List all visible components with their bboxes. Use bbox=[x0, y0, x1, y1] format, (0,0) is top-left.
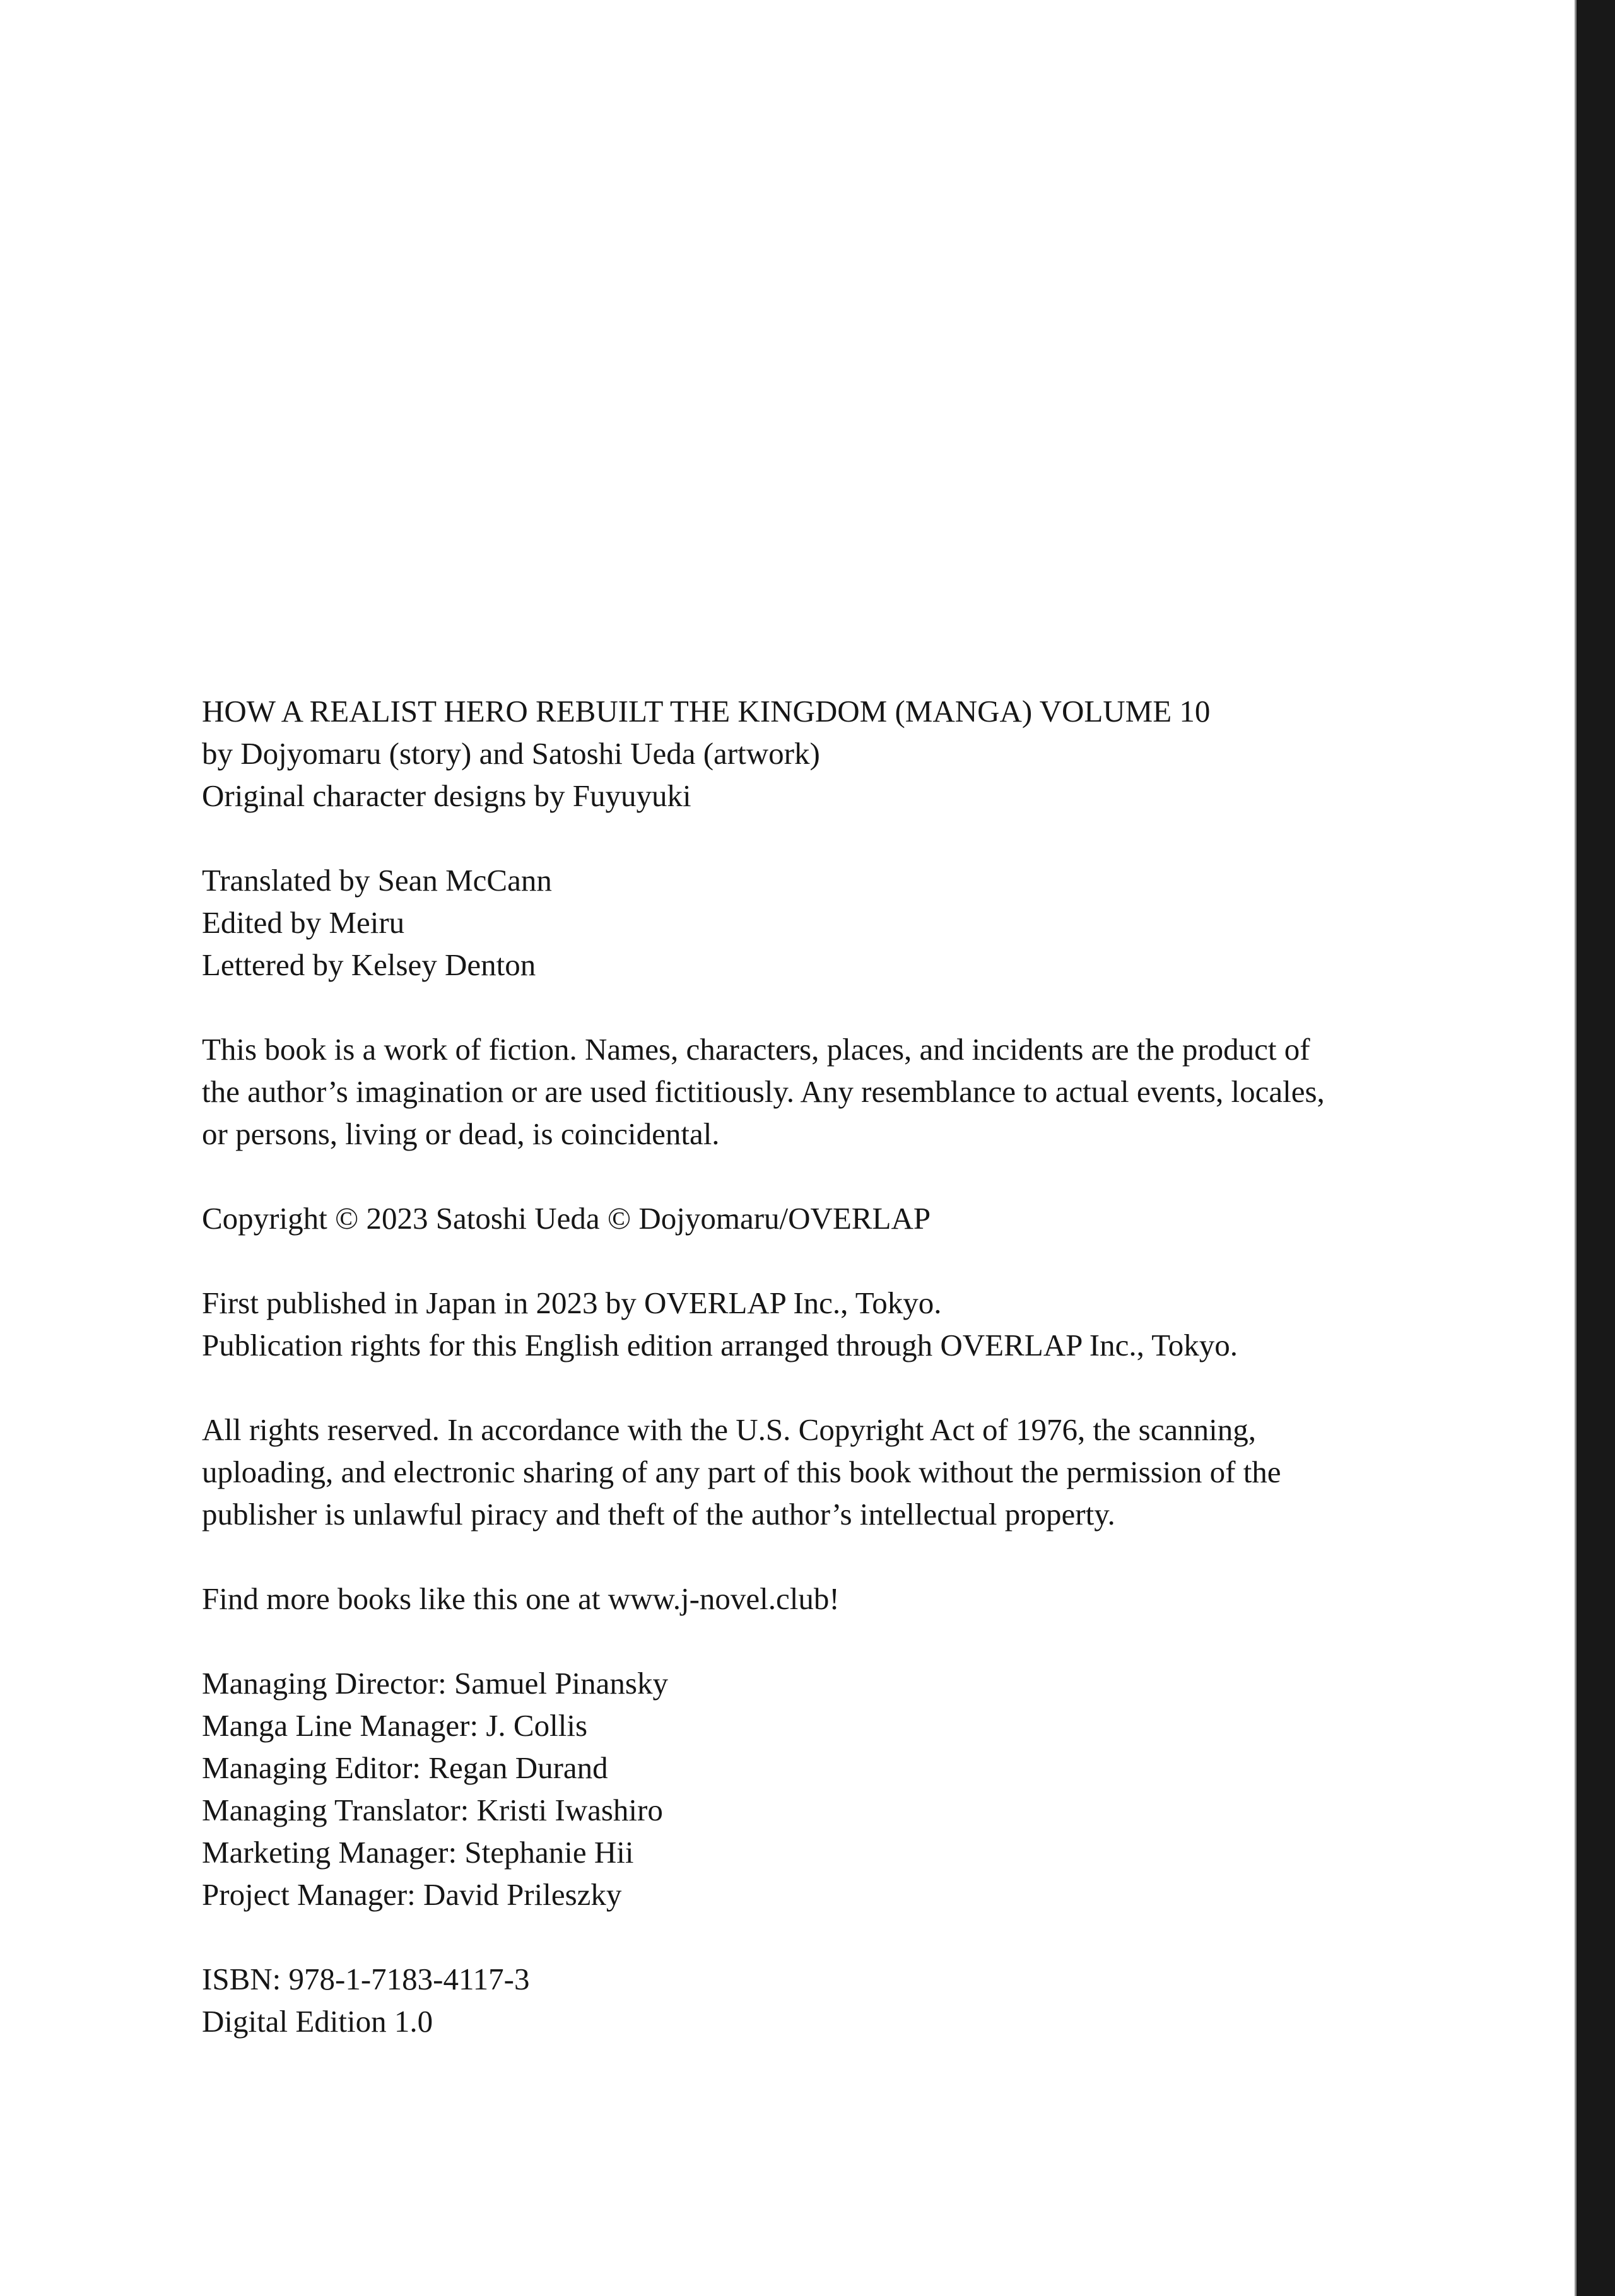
letterer-credit: Lettered by Kelsey Denton bbox=[202, 947, 536, 982]
title-block bbox=[202, 690, 1546, 817]
find-more-block bbox=[202, 1578, 1546, 1620]
colophon-text bbox=[202, 690, 1546, 2042]
byline: by Dojyomaru (story) and Satoshi Ueda (artwork) bbox=[202, 736, 820, 771]
managing-editor-credit: Managing Editor: Regan Durand bbox=[202, 1750, 608, 1785]
book-title: HOW A REALIST HERO REBUILT THE KINGDOM (MANGA) VOLUME 10 bbox=[202, 694, 1211, 729]
translator-credit: Translated by Sean McCann bbox=[202, 863, 552, 898]
copyright-line: Copyright © 2023 Satoshi Ueda © Dojyomaru/OVERLAP bbox=[202, 1201, 931, 1236]
disclaimer-line: the author’s imagination or are used fictitiously. Any resemblance to actual events, locales, bbox=[202, 1074, 1325, 1109]
first-published-line: First published in Japan in 2023 by OVERLAP Inc., Tokyo. bbox=[202, 1286, 942, 1320]
digital-edition-line: Digital Edition 1.0 bbox=[202, 2004, 433, 2039]
manga-line-manager-credit: Manga Line Manager: J. Collis bbox=[202, 1708, 588, 1743]
disclaimer-line: This book is a work of fiction. Names, characters, places, and incidents are the product of bbox=[202, 1032, 1310, 1067]
project-manager-credit: Project Manager: David Prileszky bbox=[202, 1877, 622, 1912]
rights-line: uploading, and electronic sharing of any part of this book without the permission of the bbox=[202, 1455, 1281, 1489]
managing-director-credit: Managing Director: Samuel Pinansky bbox=[202, 1666, 668, 1701]
publication-block bbox=[202, 1282, 1546, 1366]
credits-block bbox=[202, 859, 1546, 986]
publication-rights-line: Publication rights for this English edition arranged through OVERLAP Inc., Tokyo. bbox=[202, 1328, 1238, 1362]
rights-line: publisher is unlawful piracy and theft of the author’s intellectual property. bbox=[202, 1497, 1115, 1532]
disclaimer-line: or persons, living or dead, is coincidental. bbox=[202, 1116, 720, 1151]
character-designs-credit: Original character designs by Fuyuyuki bbox=[202, 778, 691, 813]
page-edge-bar bbox=[1575, 0, 1615, 2296]
editor-credit: Edited by Meiru bbox=[202, 905, 405, 940]
fiction-disclaimer bbox=[202, 1028, 1546, 1155]
isbn-line: ISBN: 978-1-7183-4117-3 bbox=[202, 1962, 530, 1996]
find-more-line: Find more books like this one at www.j-novel.club! bbox=[202, 1581, 840, 1616]
marketing-manager-credit: Marketing Manager: Stephanie Hii bbox=[202, 1835, 634, 1870]
rights-reserved-block bbox=[202, 1409, 1546, 1535]
staff-block bbox=[202, 1662, 1546, 1916]
rights-line: All rights reserved. In accordance with the U.S. Copyright Act of 1976, the scanning, bbox=[202, 1412, 1257, 1447]
copyright-block bbox=[202, 1197, 1546, 1239]
managing-translator-credit: Managing Translator: Kristi Iwashiro bbox=[202, 1793, 663, 1827]
edition-block bbox=[202, 1958, 1546, 2042]
